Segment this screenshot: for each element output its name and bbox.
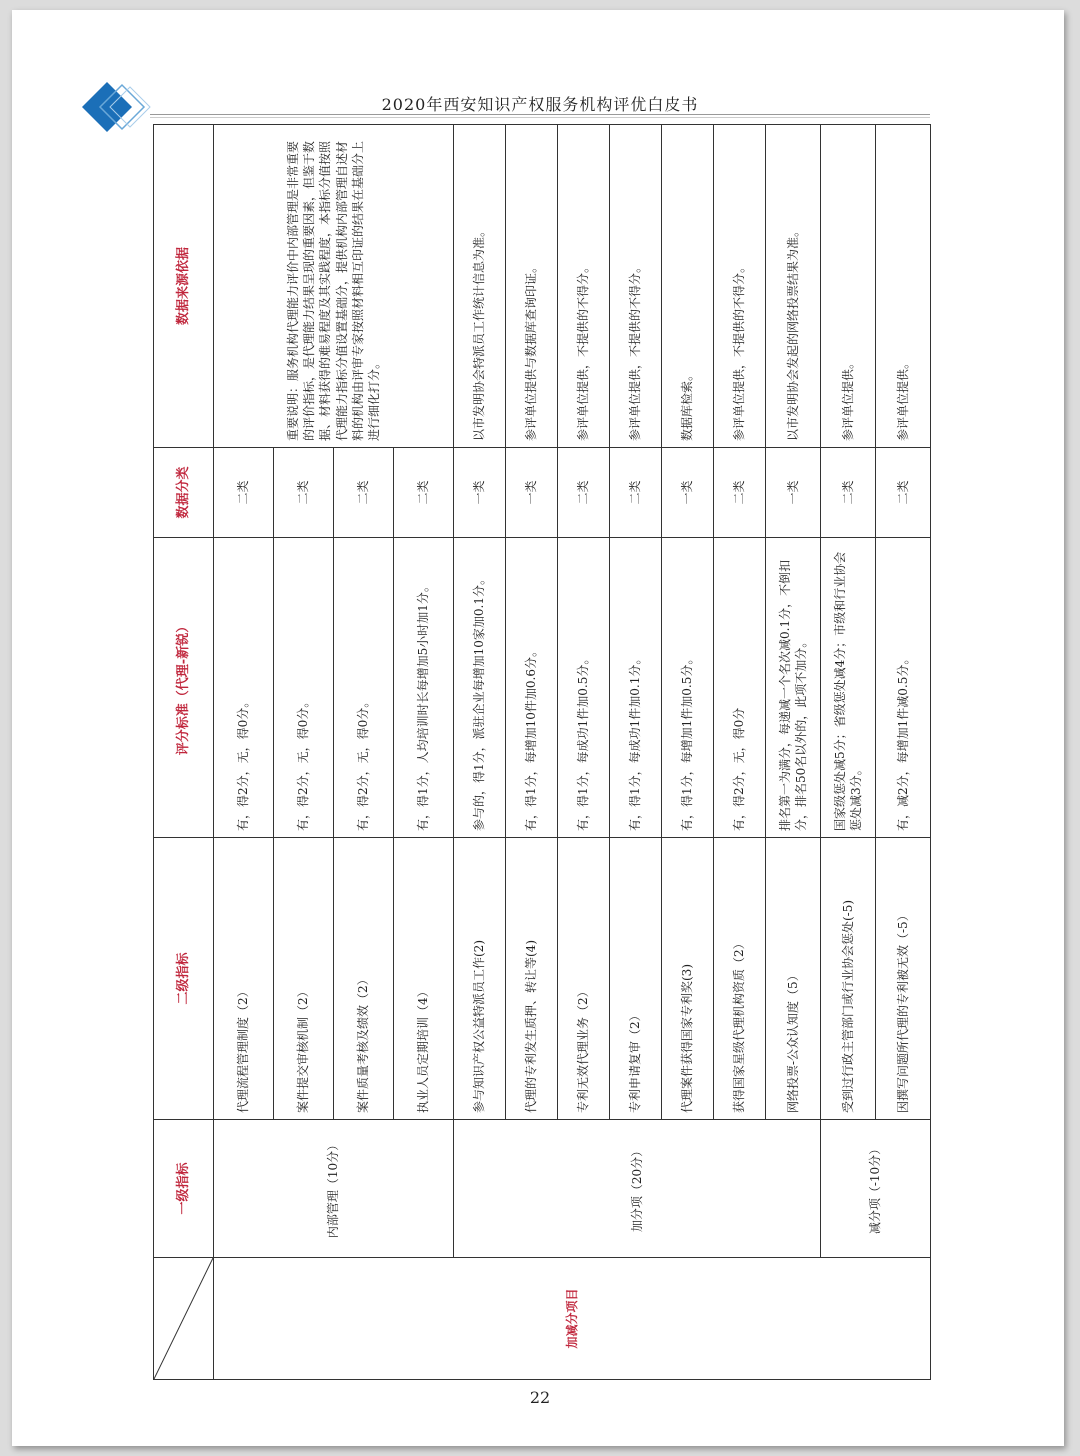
row-category: 二类 (214, 448, 274, 538)
row-level2: 参与知识产权公益特派员工作(2) (454, 838, 506, 1120)
row-source: 参评单位提供，不提供的不得分。 (714, 125, 766, 448)
source-note: 重要说明：服务机构代理能力评价中内部管理是非常重要的评价指标，是代理能力结果呈现的重要因素，但鉴于数据、材料获得的难易程度及其实践程度，本指标分值按照代理能力指标分值设置基础分，提供机构内部管理自述材料的机构由评审专家按照材料相互印证的结果在基础分上进行细化打分。 (214, 125, 454, 448)
row-standard: 有，得2分，无，得0分。 (214, 538, 274, 838)
header-category: 数据分类 (154, 448, 214, 538)
row-source: 以市发明协会发起的网络投票结果为准。 (766, 125, 821, 448)
row-standard: 有，得1分，每成功1件加0.5分。 (558, 538, 610, 838)
row-category: 二类 (610, 448, 662, 538)
row-standard: 有，减2分，每增加1件减0.5分。 (876, 538, 931, 838)
row-standard: 有，得1分，每增加1件加0.5分。 (662, 538, 714, 838)
diagonal-header-cell (154, 1258, 214, 1380)
row-level2: 因撰写问题所代理的专利被无效（-5） (876, 838, 931, 1120)
row-standard: 参与的，得1分，派驻企业每增加10家加0.1分。 (454, 538, 506, 838)
header-level2: 二级指标 (154, 838, 214, 1120)
row-source: 参评单位提供。 (876, 125, 931, 448)
row-category: 二类 (821, 448, 876, 538)
row-standard: 有，得2分，无，得0分 (714, 538, 766, 838)
row-category: 一类 (454, 448, 506, 538)
row-category: 一类 (766, 448, 821, 538)
row-level2: 专利无效代理业务（2） (558, 838, 610, 1120)
row-standard: 有，得1分，每增加10件加0.6分。 (506, 538, 558, 838)
row-level2: 代理流程管理制度（2） (214, 838, 274, 1120)
section-internal: 内部管理（10分） (214, 1120, 454, 1258)
row-category: 二类 (876, 448, 931, 538)
row-level2: 案件提交审核机制（2） (274, 838, 334, 1120)
row-level2: 受到过行政主管部门或行业协会惩处(-5) (821, 838, 876, 1120)
row-level2: 代理案件获得国家专利奖(3) (662, 838, 714, 1120)
row-standard: 有，得1分，每成功1件加0.1分。 (610, 538, 662, 838)
evaluation-table (153, 124, 931, 1380)
table-row (454, 125, 506, 1380)
row-standard: 有，得1分，人均培训时长每增加5小时加1分。 (394, 538, 454, 838)
section-minus: 减分项（-10分） (821, 1120, 931, 1258)
table-row (214, 125, 274, 1380)
row-level2: 专利申请复审（2） (610, 838, 662, 1120)
table-header-row (154, 125, 214, 1380)
row-standard: 有，得2分，无，得0分。 (334, 538, 394, 838)
header-level1: 一级指标 (154, 1120, 214, 1258)
row-source: 参评单位提供。 (821, 125, 876, 448)
page-number: 22 (529, 1388, 551, 1407)
row-level2: 网络投票-公众认知度（5） (766, 838, 821, 1120)
rotated-table-container (153, 125, 928, 1380)
row-source: 参评单位提供与数据库查询印证。 (506, 125, 558, 448)
row-source: 参评单位提供，不提供的不得分。 (610, 125, 662, 448)
row-category: 一类 (662, 448, 714, 538)
row-category: 二类 (334, 448, 394, 538)
header-rule (150, 114, 930, 115)
row-category: 一类 (506, 448, 558, 538)
row-source: 参评单位提供，不提供的不得分。 (558, 125, 610, 448)
row-standard: 有，得2分，无，得0分。 (274, 538, 334, 838)
header-standard: 评分标准（代理-新锐） (154, 538, 214, 838)
table-row (821, 125, 876, 1380)
row-level2: 代理的专利发生质押、转让等(4) (506, 838, 558, 1120)
document-header-title: 2020年西安知识产权服务机构评优白皮书 (381, 95, 699, 114)
row-standard: 排名第一为满分，每递减一个名次减0.1分，不倒扣分，排名50名以外的，此项不加分。 (766, 538, 821, 838)
diagonal-line-icon (154, 1258, 213, 1379)
row-category: 二类 (714, 448, 766, 538)
header-source: 数据来源依据 (154, 125, 214, 448)
row-category: 二类 (274, 448, 334, 538)
section-plus: 加分项（20分） (454, 1120, 821, 1258)
row-level2: 案件质量考核及绩效（2） (334, 838, 394, 1120)
row-source: 以市发明协会特派员工作统计信息为准。 (454, 125, 506, 448)
row-category: 二类 (558, 448, 610, 538)
row-level2: 执业人员定期培训（4） (394, 838, 454, 1120)
row-level2: 获得国家星级代理机构资质（2） (714, 838, 766, 1120)
row-source: 数据库检索。 (662, 125, 714, 448)
row-category: 二类 (394, 448, 454, 538)
row-standard: 国家级惩处减5分；省级惩处减4分；市级和行业协会惩处减3分。 (821, 538, 876, 838)
header-rule-secondary (150, 117, 930, 118)
group-title-cell: 加减分项目 (214, 1258, 931, 1380)
